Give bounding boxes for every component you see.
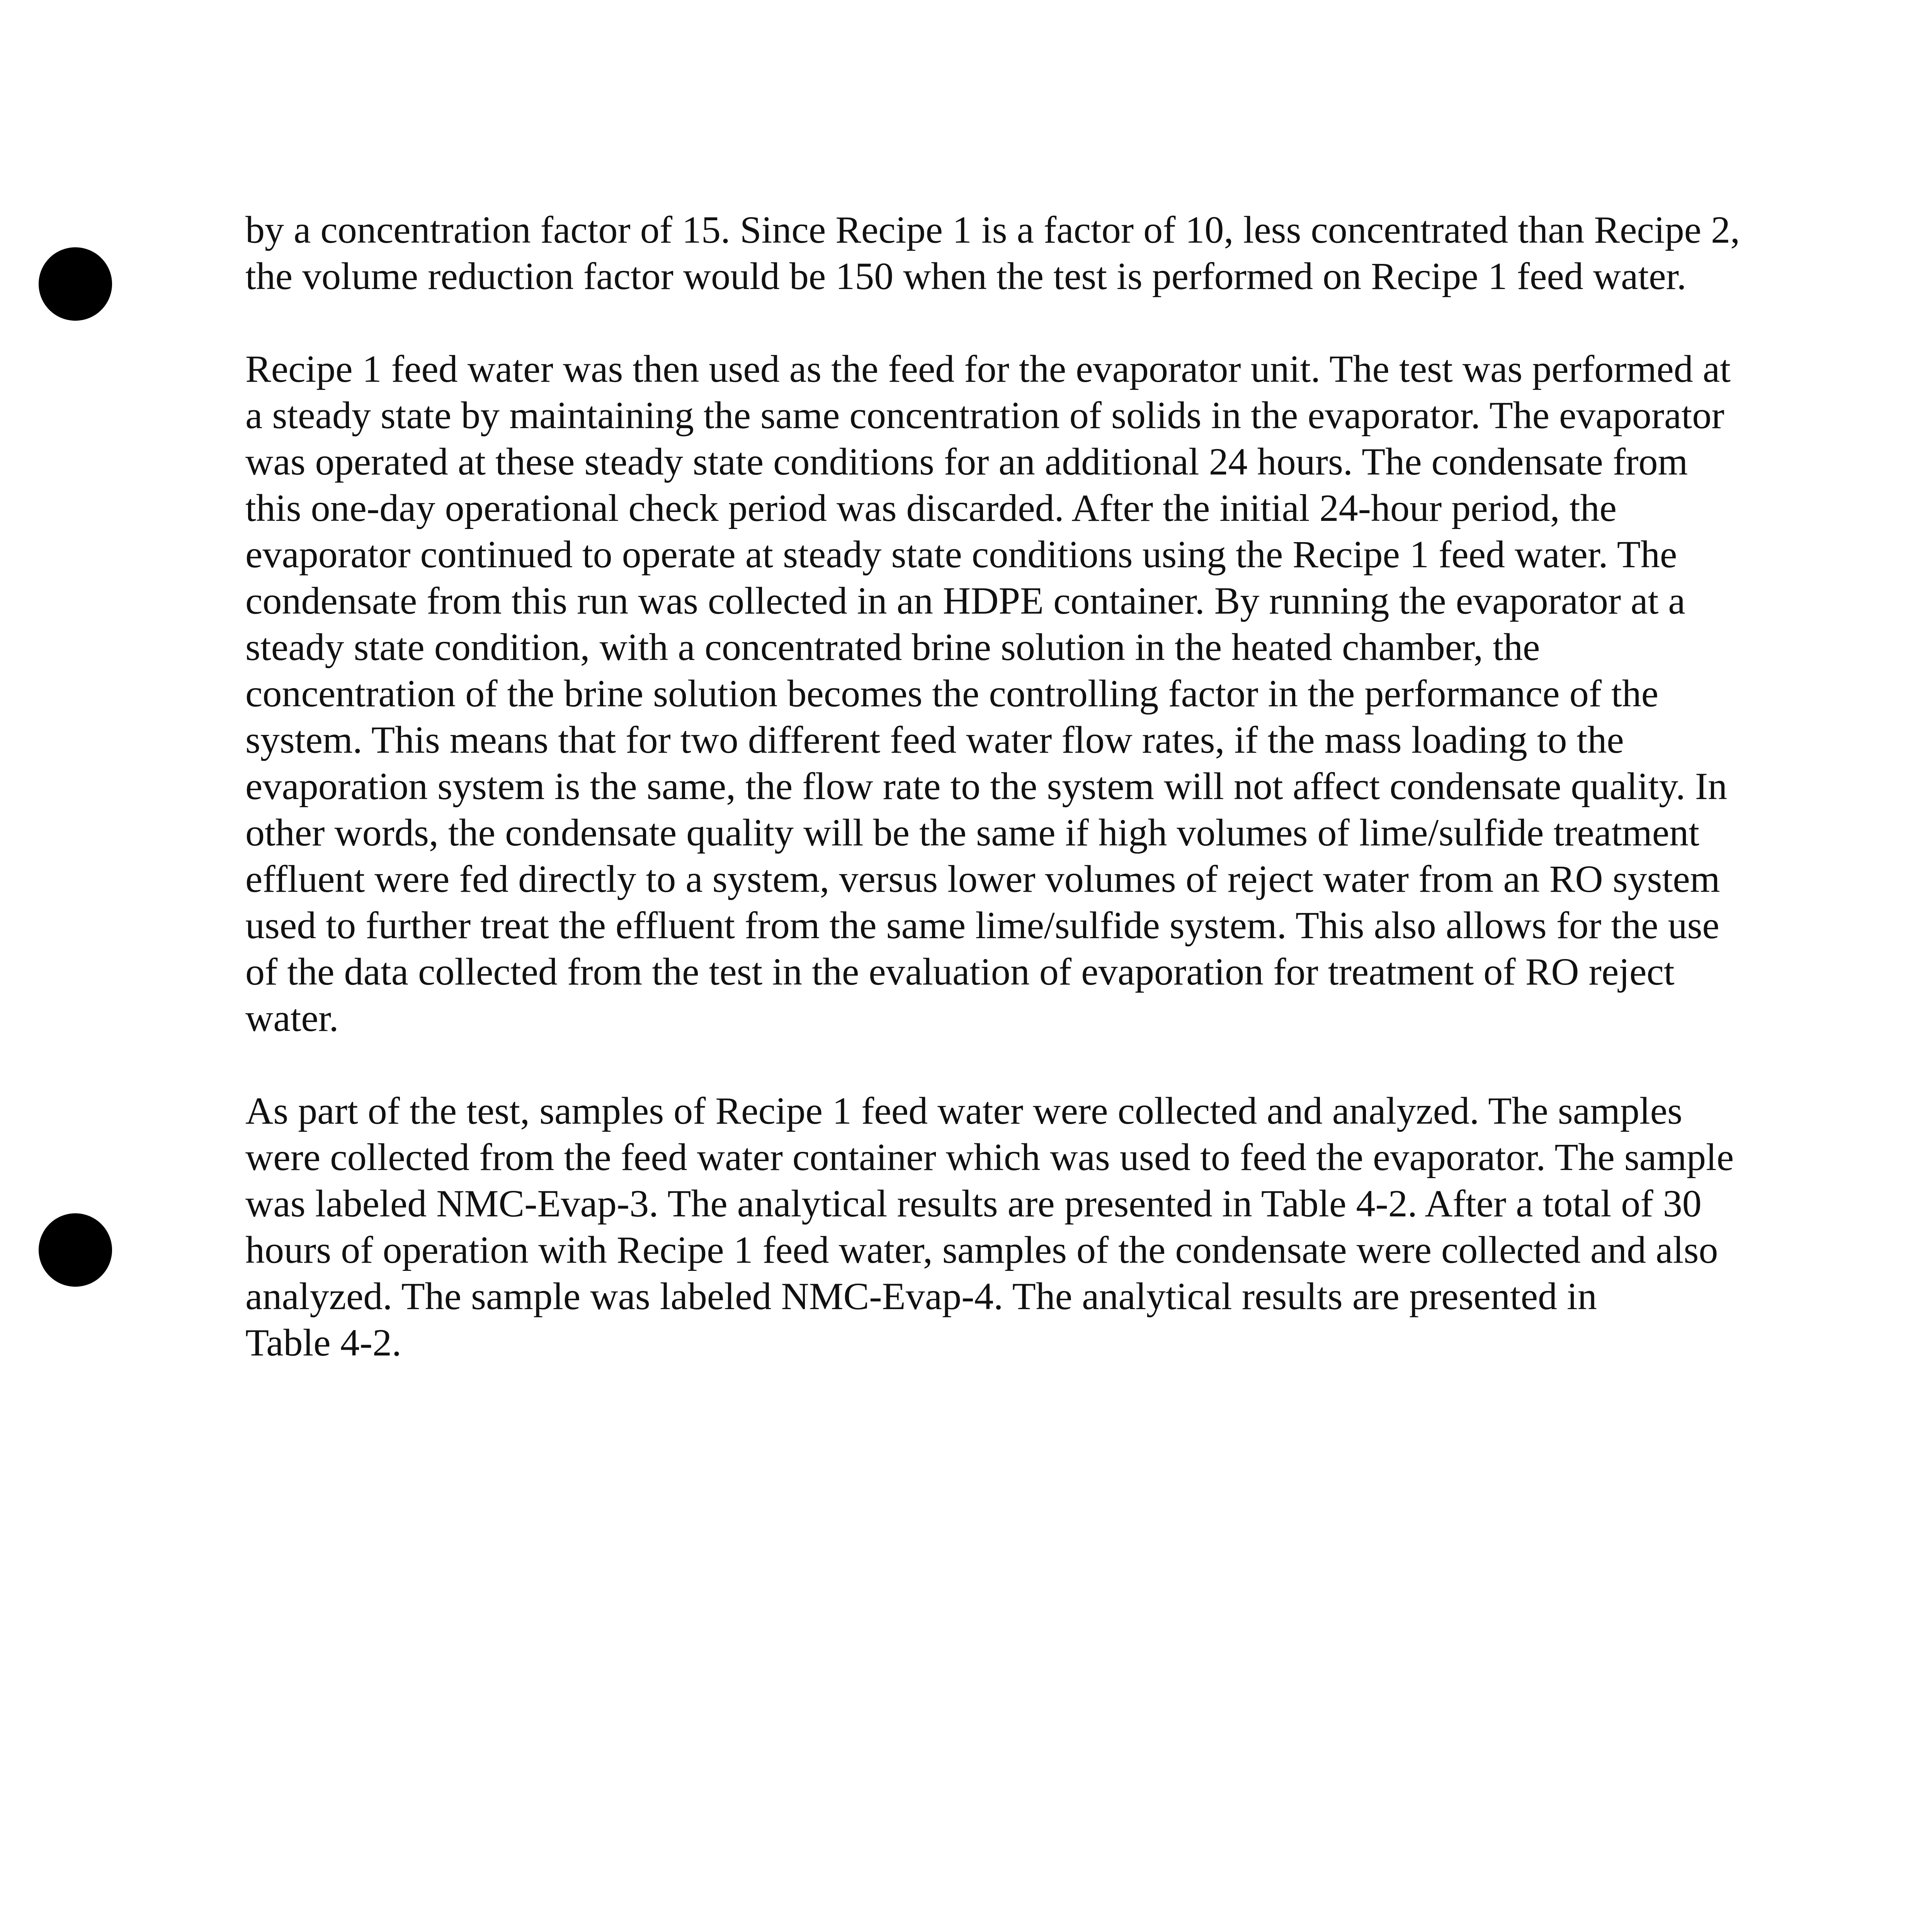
text-line: concentration of the brine solution becomes the controlling factor in the performance of the bbox=[245, 672, 1659, 715]
text-line: evaporation system is the same, the flow rate to the system will not affect condensate quality. In bbox=[245, 765, 1728, 808]
binder-punch-hole bbox=[39, 247, 112, 321]
text-line: by a concentration factor of 15. Since Recipe 1 is a factor of 10, less concentrated than Recipe 2, bbox=[245, 208, 1740, 251]
text-line: As part of the test, samples of Recipe 1 feed water were collected and analyzed. The samples bbox=[245, 1089, 1682, 1132]
text-line: analyzed. The sample was labeled NMC-Evap-4. The analytical results are presented in bbox=[245, 1275, 1597, 1318]
text-line: steady state condition, with a concentrated brine solution in the heated chamber, the bbox=[245, 626, 1540, 668]
text-line: used to further treat the effluent from the same lime/sulfide system. This also allows for the use bbox=[245, 904, 1719, 947]
text-line: evaporator continued to operate at steady state conditions using the Recipe 1 feed water. The bbox=[245, 533, 1677, 576]
paragraph-2 bbox=[245, 346, 1785, 1041]
text-line: water. bbox=[245, 997, 339, 1039]
text-line: hours of operation with Recipe 1 feed water, samples of the condensate were collected and also bbox=[245, 1228, 1718, 1271]
text-line: the volume reduction factor would be 150 when the test is performed on Recipe 1 feed water. bbox=[245, 255, 1687, 298]
paragraph-1 bbox=[245, 207, 1785, 299]
text-line: a steady state by maintaining the same concentration of solids in the evaporator. The evaporator bbox=[245, 394, 1725, 437]
binder-punch-hole bbox=[39, 1213, 112, 1287]
text-line: other words, the condensate quality will be the same if high volumes of lime/sulfide treatment bbox=[245, 811, 1699, 854]
text-line: was labeled NMC-Evap-3. The analytical results are presented in Table 4-2. After a total of 30 bbox=[245, 1182, 1702, 1225]
text-line: Table 4-2. bbox=[245, 1321, 401, 1364]
text-line: Recipe 1 feed water was then used as the feed for the evaporator unit. The test was performed at bbox=[245, 347, 1731, 390]
text-line: system. This means that for two different feed water flow rates, if the mass loading to the bbox=[245, 718, 1624, 761]
paragraph-3 bbox=[245, 1088, 1785, 1366]
text-line: was operated at these steady state conditions for an additional 24 hours. The condensate from bbox=[245, 440, 1688, 483]
text-line: this one-day operational check period was discarded. After the initial 24-hour period, the bbox=[245, 486, 1617, 529]
text-line: effluent were fed directly to a system, versus lower volumes of reject water from an RO system bbox=[245, 857, 1720, 900]
document-body bbox=[245, 207, 1785, 1366]
text-line: were collected from the feed water container which was used to feed the evaporator. The sample bbox=[245, 1136, 1734, 1179]
text-line: of the data collected from the test in the evaluation of evaporation for treatment of RO reject bbox=[245, 950, 1675, 993]
text-line: condensate from this run was collected in an HDPE container. By running the evaporator at a bbox=[245, 579, 1685, 622]
